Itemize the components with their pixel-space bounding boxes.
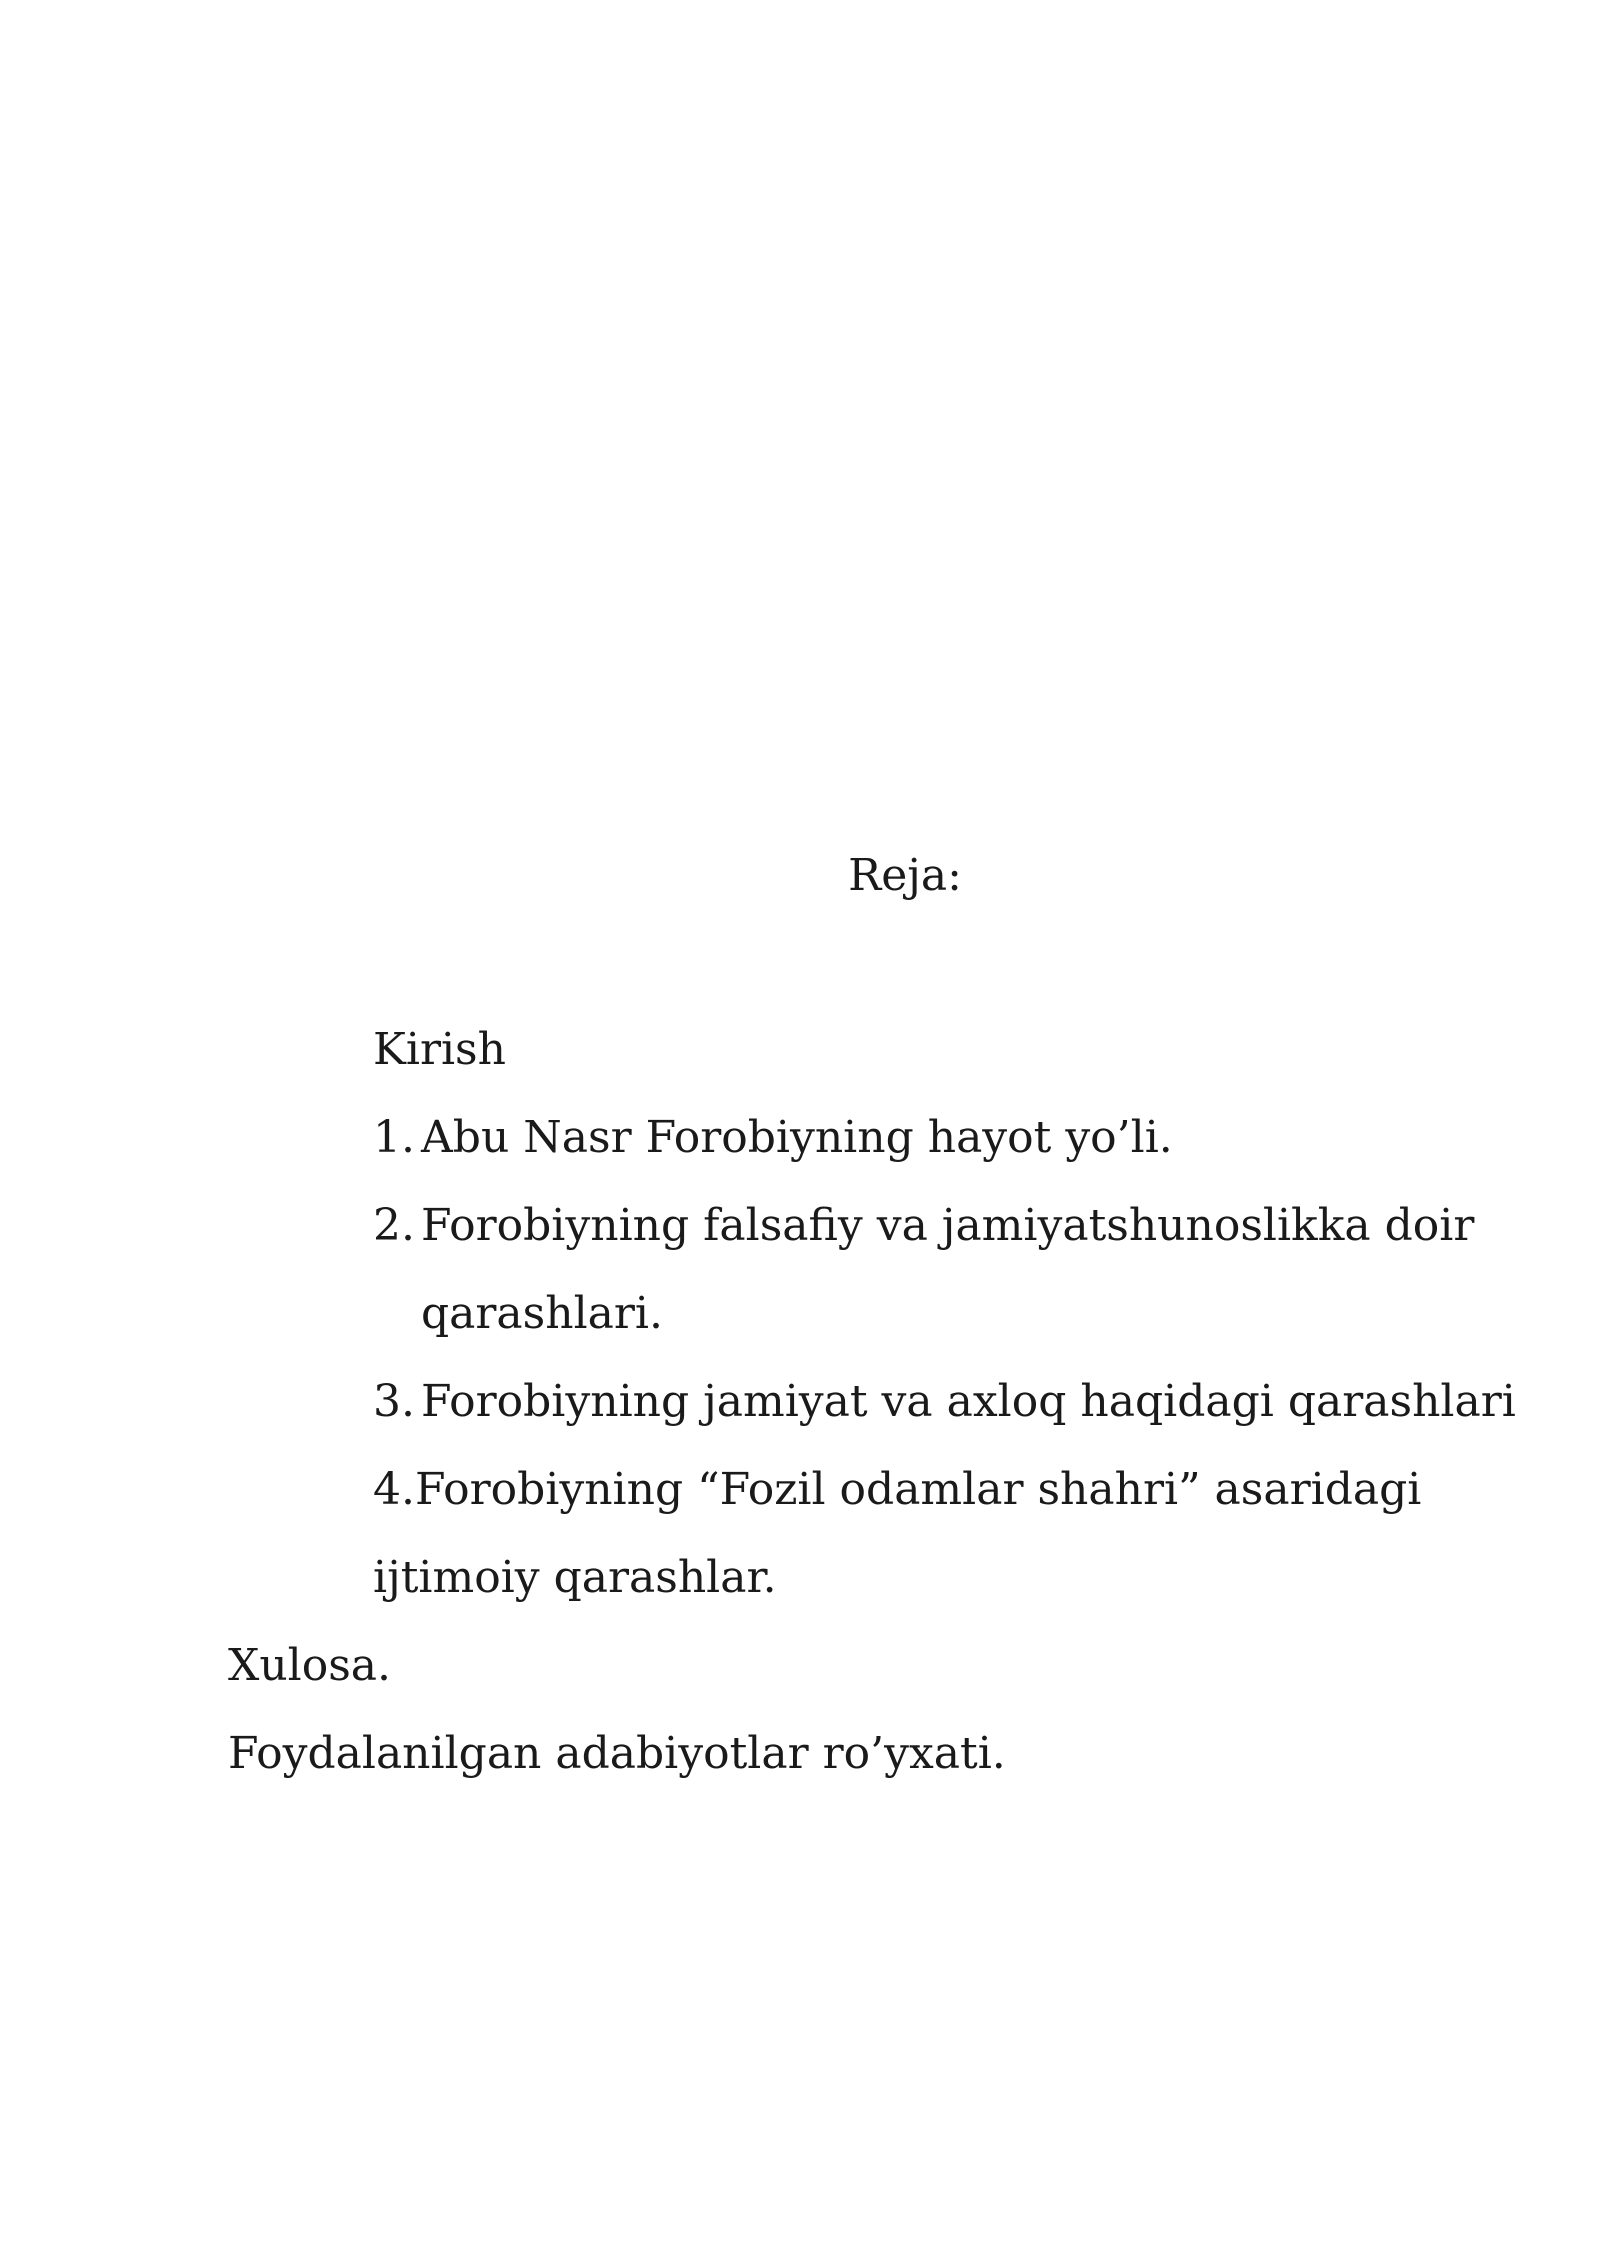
plan-intro: Kirish (373, 1024, 506, 1075)
plan-item-4-continuation: ijtimoiy qarashlar. (373, 1552, 777, 1603)
plan-conclusion: Xulosa. (228, 1640, 392, 1691)
plan-item-3 (373, 1372, 1516, 1432)
plan-item-text: Forobiyning jamiyat va axloq haqidagi qarashlari (421, 1376, 1516, 1427)
plan-item-2-continuation: qarashlari. (421, 1288, 663, 1339)
plan-item-1 (373, 1108, 1173, 1168)
plan-item-number: 3. (373, 1376, 415, 1427)
plan-item-2 (373, 1196, 1474, 1256)
plan-title: Reja: (848, 850, 962, 901)
plan-item-number: 2. (373, 1200, 415, 1251)
plan-item-text: Abu Nasr Forobiyning hayot yo’li. (421, 1112, 1173, 1163)
plan-references: Foydalanilgan adabiyotlar ro’yxati. (228, 1728, 1006, 1779)
plan-item-4: 4.Forobiyning “Fozil odamlar shahri” asaridagi (373, 1464, 1422, 1515)
plan-item-number: 1. (373, 1112, 415, 1163)
plan-item-text: Forobiyning falsafiy va jamiyatshunoslikka doir (421, 1200, 1475, 1251)
